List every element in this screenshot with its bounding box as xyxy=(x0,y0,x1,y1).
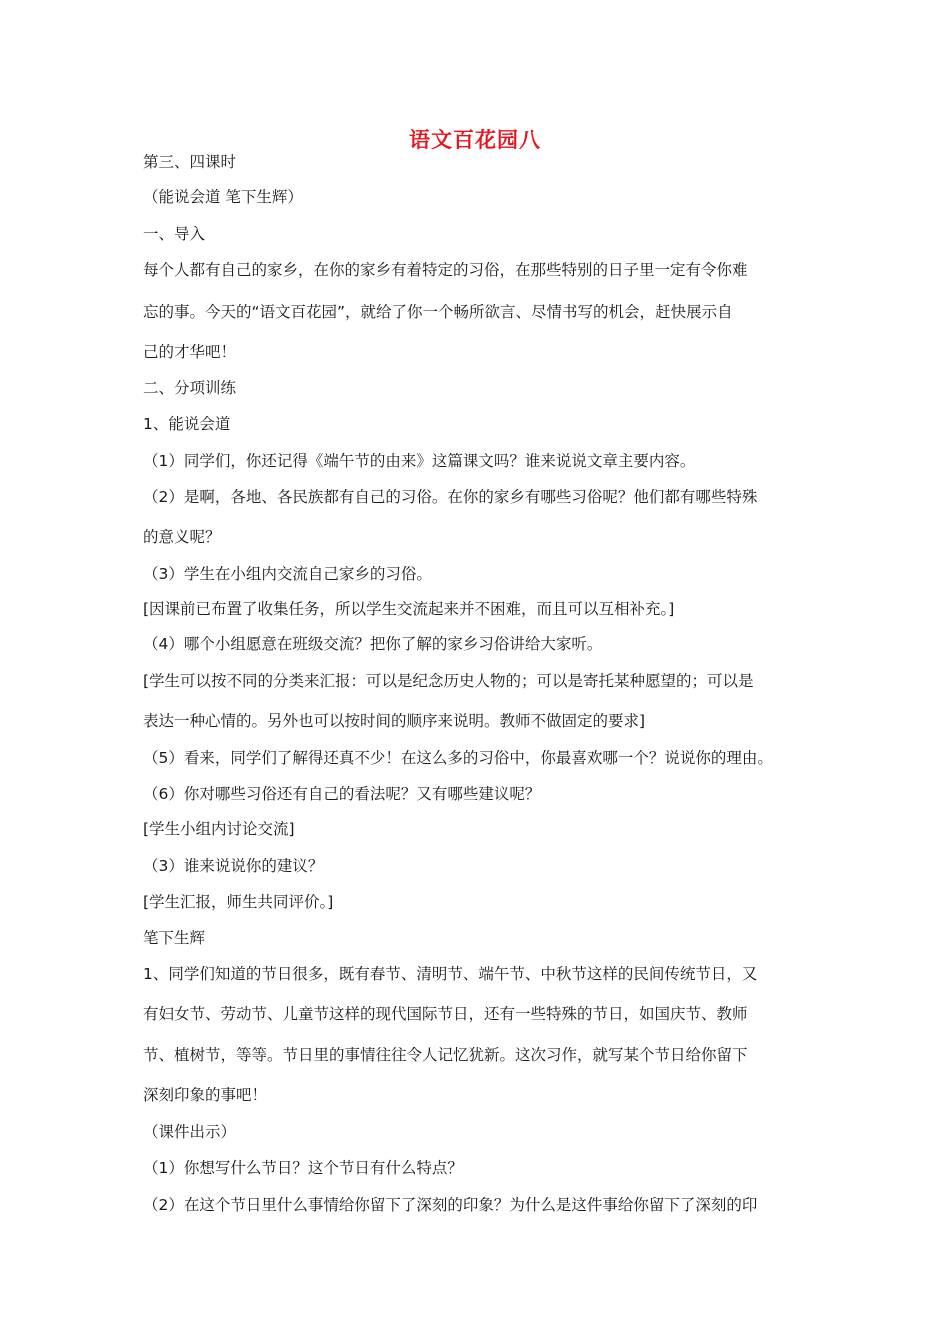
text-line: （2）在这个节日里什么事情给你留下了深刻的印象？为什么是这件事给你留下了深刻的印 xyxy=(143,1196,758,1214)
text-line: 的意义呢？ xyxy=(143,528,221,546)
text-line: 第三、四课时 xyxy=(143,153,237,171)
text-line: 每个人都有自己的家乡，在你的家乡有着特定的习俗，在那些特别的日子里一定有令你难 xyxy=(143,261,748,279)
text-line: （1）同学们，你还记得《端午节的由来》这篇课文吗？谁来说说文章主要内容。 xyxy=(143,452,696,470)
text-line: 表达一种心情的。另外也可以按时间的顺序来说明。教师不做固定的要求] xyxy=(143,712,646,730)
text-line: 己的才华吧！ xyxy=(143,343,237,361)
text-line: （6）你对哪些习俗还有自己的看法呢？又有哪些建议呢？ xyxy=(143,785,541,803)
text-line: 1、能说会道 xyxy=(143,415,231,433)
text-line: 一、导入 xyxy=(143,225,206,243)
text-line: 节、植树节，等等。节日里的事情往往令人记忆犹新。这次习作，就写某个节日给你留下 xyxy=(143,1046,748,1064)
text-line: （1）你想写什么节日？这个节日有什么特点？ xyxy=(143,1159,463,1177)
text-line: （课件出示） xyxy=(143,1123,237,1141)
text-line: （2）是啊，各地、各民族都有自己的习俗。在你的家乡有哪些习俗呢？他们都有哪些特殊 xyxy=(143,488,758,506)
text-line: 有妇女节、劳动节、儿童节这样的现代国际节日，还有一些特殊的节日，如国庆节、教师 xyxy=(143,1005,748,1023)
text-line: 二、分项训练 xyxy=(143,379,237,397)
text-line: 笔下生辉 xyxy=(143,929,206,947)
text-line: [因课前已布置了收集任务，所以学生交流起来并不困难，而且可以互相补充。] xyxy=(143,600,675,618)
text-line: （4）哪个小组愿意在班级交流？把你了解的家乡习俗讲给大家听。 xyxy=(143,635,603,653)
text-line: [学生可以按不同的分类来汇报：可以是纪念历史人物的；可以是寄托某种愿望的；可以是 xyxy=(143,672,754,690)
text-line: （能说会道 笔下生辉） xyxy=(143,188,303,206)
text-line: （3）谁来说说你的建议？ xyxy=(143,857,324,875)
text-line: 忘的事。今天的“语文百花园”，就给了你一个畅所欲言、尽情书写的机会，赶快展示自 xyxy=(143,303,733,321)
text-line: 1、同学们知道的节日很多，既有春节、清明节、端午节、中秋节这样的民间传统节日，又 xyxy=(143,965,758,983)
document-title: 语文百花园八 xyxy=(409,128,541,152)
text-line: [学生小组内讨论交流] xyxy=(143,820,295,838)
text-line: （5）看来，同学们了解得还真不少！在这么多的习俗中，你最喜欢哪一个？说说你的理由。 xyxy=(143,749,773,767)
text-line: （3）学生在小组内交流自己家乡的习俗。 xyxy=(143,565,432,583)
text-line: [学生汇报，师生共同评价。] xyxy=(143,893,334,911)
text-line: 深刻印象的事吧！ xyxy=(143,1086,268,1104)
